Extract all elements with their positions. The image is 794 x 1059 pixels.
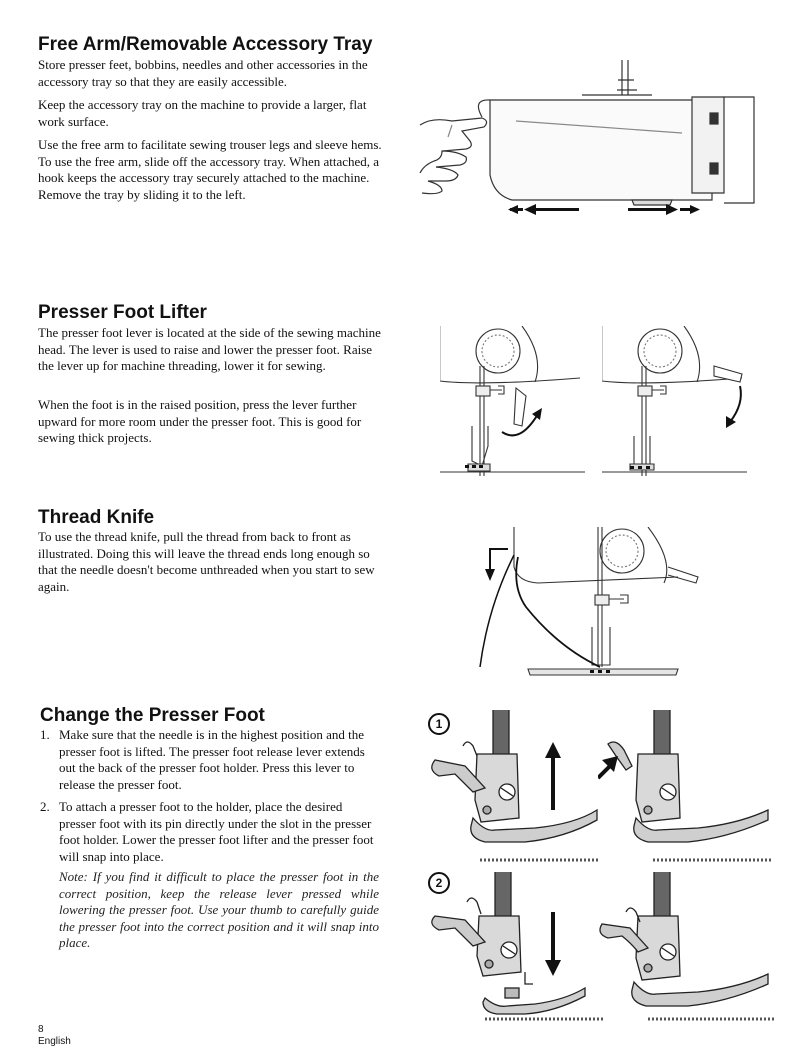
step-text: To attach a presser foot to the holder, place the desired presser foot with its pin directly under the slot in the presser foot holder. Lower the presser foot lifter and the presser foot will snap into place. <box>59 799 374 864</box>
presser-foot-snapped-illustration <box>598 872 778 1022</box>
change-presser-foot-step-2 <box>40 799 375 865</box>
free-arm-para-1: Store presser feet, bobbins, needles and other accessories in the accessory tray so that they are easily accessible. <box>38 57 368 89</box>
change-presser-foot-title: Change the Presser Foot <box>40 705 265 726</box>
step-marker-2: 2 <box>428 872 450 894</box>
step-number: 1. <box>40 727 50 742</box>
presser-foot-release-illustration <box>425 710 605 865</box>
free-arm-illustration <box>412 55 757 235</box>
free-arm-title: Free Arm/Removable Accessory Tray <box>38 34 373 55</box>
thread-knife-illustration <box>478 527 713 679</box>
thread-knife-title: Thread Knife <box>38 507 155 528</box>
free-arm-para-2: Keep the accessory tray on the machine to provide a larger, flat work surface. <box>38 97 367 129</box>
presser-foot-lifter-title: Presser Foot Lifter <box>38 302 207 323</box>
thread-knife-para-1: To use the thread knife, pull the thread from back to front as illustrated. Doing this will leave the thread ends long enough so that the needle doesn't become unthreaded when you start to sew again. <box>38 529 375 594</box>
presser-foot-lifter-lowered-illustration <box>602 326 747 478</box>
change-presser-foot-note: Note: If you find it difficult to place the presser foot in the correct position, keep the release lever pressed while lowering the presser foot. Use your thumb to carefully guide the presser foot into the correct position and it will snap into place. <box>59 869 379 950</box>
presser-foot-release-pressed-illustration <box>598 710 778 865</box>
presser-foot-attach-illustration <box>425 872 605 1022</box>
step-marker-1: 1 <box>428 713 450 735</box>
step-number: 2. <box>40 799 50 814</box>
footer-language: English <box>38 1036 71 1047</box>
presser-foot-lifter-para-1: The presser foot lever is located at the side of the sewing machine head. The lever is used to raise and lower the presser foot. Raise the lever up for machine threading, lower it for sewing. <box>38 325 381 373</box>
change-presser-foot-step-1 <box>40 727 375 793</box>
presser-foot-lifter-raised-illustration <box>440 326 585 478</box>
presser-foot-lifter-para-2: When the foot is in the raised position, press the lever further upward for more room under the presser foot. This is good for sewing thick projects. <box>38 397 362 445</box>
page-number: 8 <box>38 1024 44 1035</box>
step-text: Make sure that the needle is in the highest position and the presser foot is lifted. The presser foot release lever extends out the back of the presser foot holder. Press this lever to release the presser foot. <box>59 727 365 792</box>
free-arm-para-3: Use the free arm to facilitate sewing trouser legs and sleeve hems. To use the free arm, slide off the accessory tray. When attached, a hook keeps the accessory tray securely attached to the machine. Remove the tray by sliding it to the left. <box>38 137 382 202</box>
